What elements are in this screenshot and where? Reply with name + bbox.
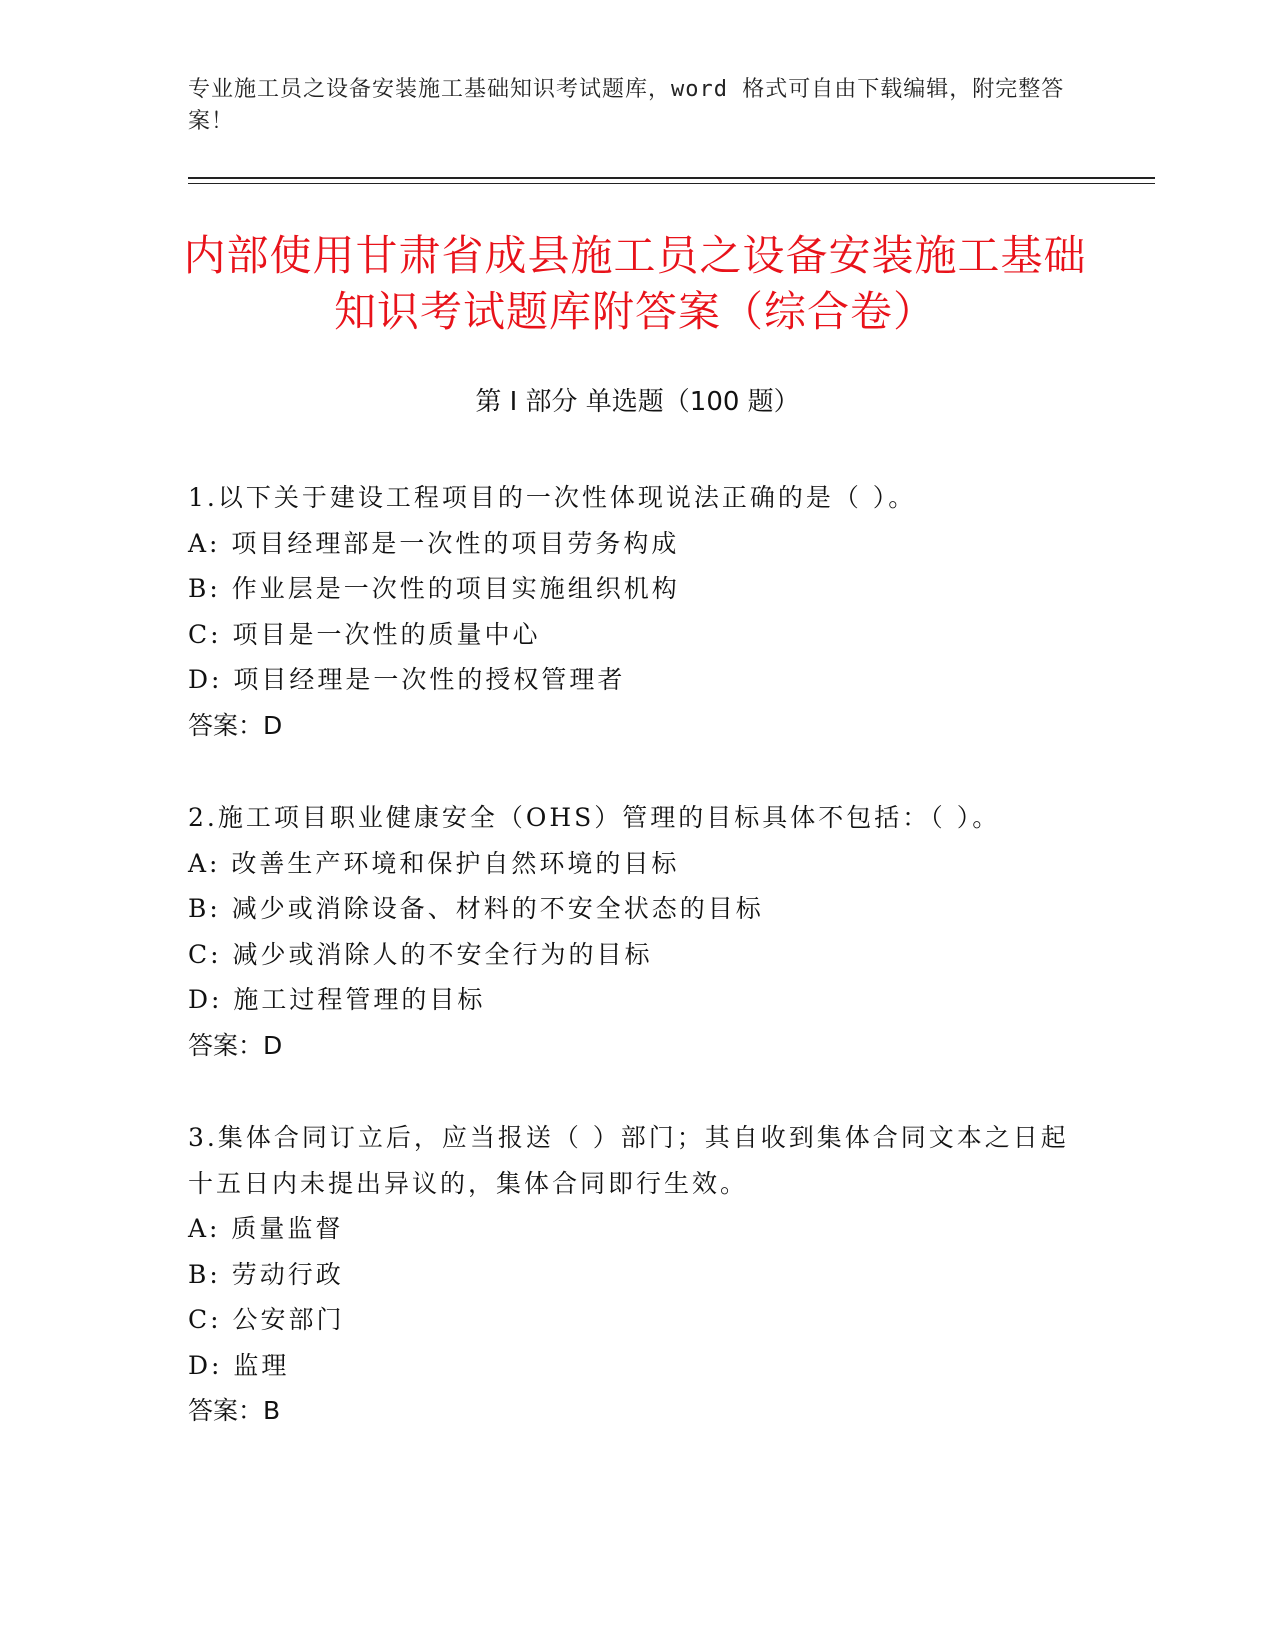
option-d: D: 项目经理是一次性的授权管理者 [188,665,626,694]
answer-line: 答案：D [188,1030,283,1060]
header-rule-thick [188,177,1155,179]
option-d: D: 施工过程管理的目标 [188,985,486,1014]
option-b: B: 劳动行政 [188,1259,344,1289]
answer-line: 答案：D [188,710,283,740]
section-heading: 第 I 部分 单选题（100 题） [475,387,800,417]
question-stem: 2.施工项目职业健康安全（OHS）管理的目标具体不包括：（ ）。 [188,803,1001,832]
question-2 [188,795,1088,1068]
option-b: B: 作业层是一次性的项目实施组织机构 [188,574,680,603]
option-c: C: 减少或消除人的不安全行为的目标 [188,939,653,969]
option-a: A: 质量监督 [188,1214,344,1243]
option-a: A: 项目经理部是一次性的项目劳务构成 [188,528,680,558]
question-stem: 1.以下关于建设工程项目的一次性体现说法正确的是（ ）。 [188,483,917,512]
option-b: B: 减少或消除设备、材料的不安全状态的目标 [188,894,764,923]
question-3 [188,1115,1088,1434]
option-c: C: 项目是一次性的质量中心 [188,619,541,649]
question-list [188,475,1088,1481]
option-c: C: 公安部门 [188,1305,345,1334]
question-stem: 3.集体合同订立后，应当报送（ ）部门；其自收到集体合同文本之日起十五日内未提出异议的，集体合同即行生效。 [188,1123,1069,1198]
question-1 [188,475,1088,748]
option-a: A: 改善生产环境和保护自然环境的目标 [188,848,680,878]
header-rule-thin [188,183,1155,184]
option-d: D: 监理 [188,1350,290,1380]
answer-line: 答案：B [188,1396,281,1425]
header-note: 专业施工员之设备安装施工基础知识考试题库，word 格式可自由下载编辑，附完整答案！ [188,77,1065,134]
document-title: 内部使用甘肃省成县施工员之设备安装施工基础知识考试题库附答案（综合卷） [183,231,1087,336]
